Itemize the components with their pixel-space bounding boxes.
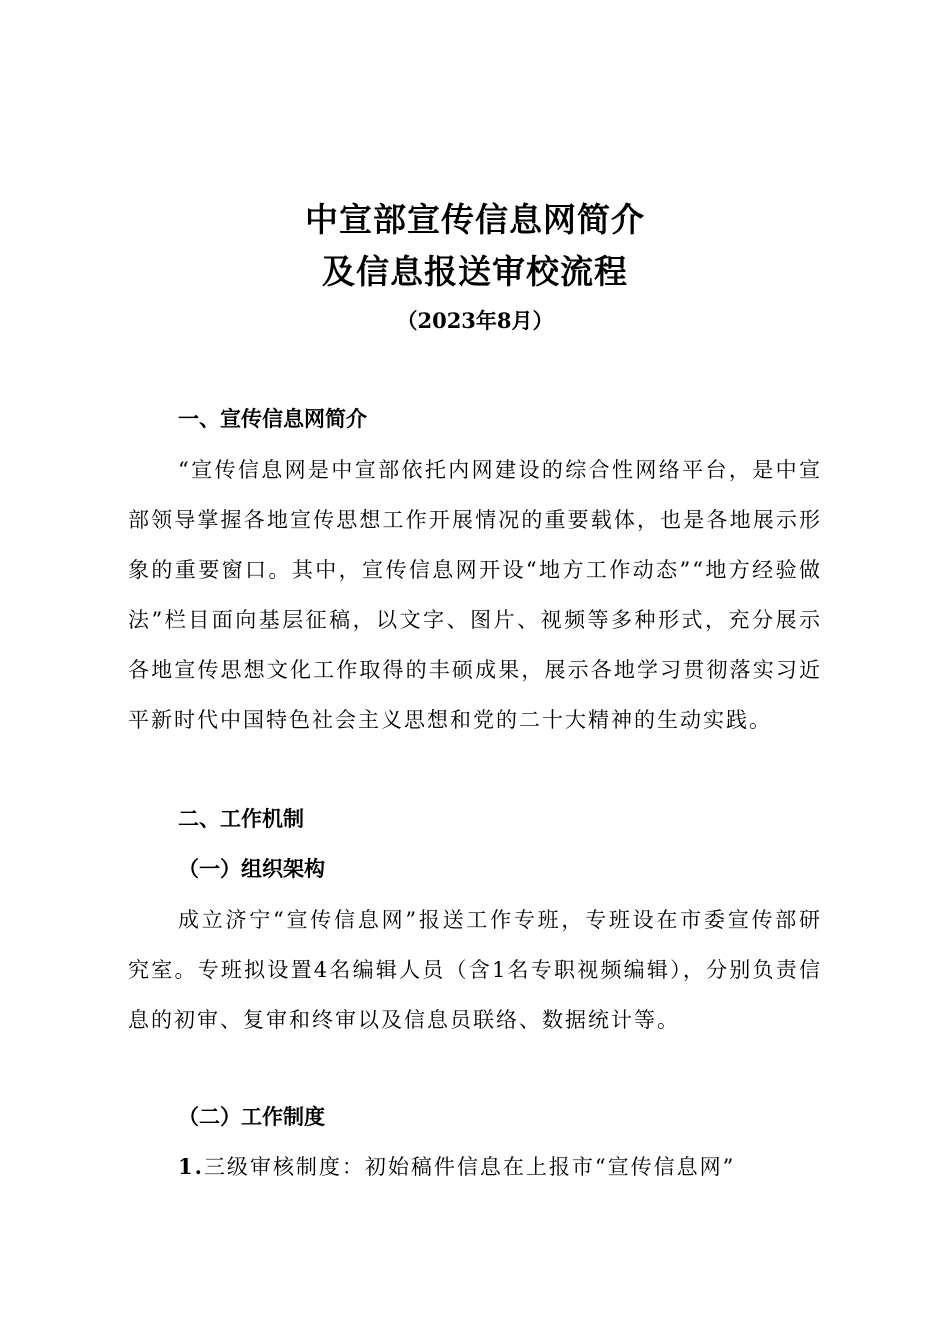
document-date: （2023年8月） xyxy=(396,308,554,333)
subsection1-paragraph: 成立济宁“宣传信息网”报送工作专班，专班设在市委宣传部研究室。专班拟设置4名编辑人员（含1名专职视频编辑），分别负责信息的初审、复审和终审以及信息员联络、数据统计等。 xyxy=(128,908,822,1032)
list-item-1 xyxy=(178,1151,735,1183)
document-title-line2: 及信息报送审校流程 xyxy=(322,252,628,291)
document-title-line1: 中宣部宣传信息网简介 xyxy=(305,200,645,239)
subsection2-heading: （二）工作制度 xyxy=(178,1104,325,1129)
section1-paragraph: “宣传信息网是中宣部依托内网建设的综合性网络平台，是中宣部领导掌握各地宣传思想工作开展情况的重要载体，也是各地展示形象的重要窗口。其中，宣传信息网开设“地方工作动态”“地方经验做法”栏目面向基层征稿，以文字、图片、视频等多种形式，充分展示各地宣传思想文化工作取得的丰硕成果，展示各地学习贯彻落实习近平新时代中国特色社会主义思想和党的二十大精神的生动实践。 xyxy=(128,458,822,732)
section2-heading: 二、工作机制 xyxy=(178,806,304,831)
list-item-1-number: 1. xyxy=(178,1154,204,1179)
list-item-1-text: 三级审核制度：初始稿件信息在上报市“宣传信息网” xyxy=(203,1155,736,1179)
subsection1-heading: （一）组织架构 xyxy=(178,856,325,881)
section1-heading: 一、宣传信息网简介 xyxy=(178,406,367,431)
